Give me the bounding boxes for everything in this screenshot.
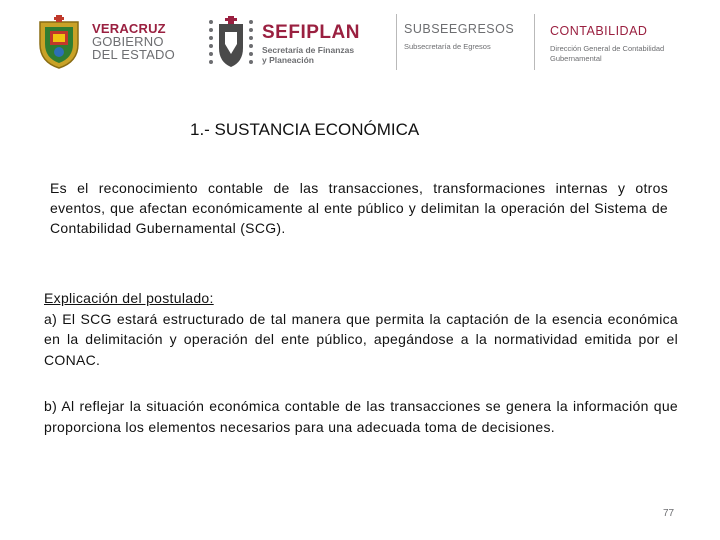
explanation-heading: Explicación del postulado: <box>44 290 214 306</box>
page-title: 1.- SUSTANCIA ECONÓMICA <box>190 120 420 139</box>
veracruz-line3: DEL ESTADO <box>92 47 175 62</box>
intro-paragraph: Es el reconocimiento contable de las transacciones, transformaciones internas y otros eventos, que afectan económicamente al ente público y delimitan la operación del Sistema de Contabilidad Gubernamental (SCG). <box>50 180 668 236</box>
contabilidad-title: CONTABILIDAD <box>550 24 648 38</box>
sefiplan-title: SEFIPLAN <box>262 22 360 43</box>
sefiplan-sub2: y Planeación <box>262 55 314 65</box>
page-header <box>0 0 720 90</box>
point-b-paragraph: b) Al reflejar la situación económica contable de las transacciones se genera la información que proporciona los elementos necesarios para una adecuada toma de decisiones. <box>44 398 678 435</box>
header-divider <box>534 14 535 70</box>
sefiplan-state-map-icon <box>205 14 257 70</box>
veracruz-shield-logo <box>36 14 82 70</box>
contabilidad-description: Dirección General de Contabilidad Gubernamental <box>550 44 665 63</box>
subsecretaria-title: SUBSEEGRESOS <box>404 22 515 36</box>
sefiplan-sub1: Secretaría de Finanzas <box>262 45 355 55</box>
veracruz-logo-text <box>92 22 175 61</box>
sefiplan-subtitle <box>262 45 354 65</box>
veracruz-line1: VERACRUZ <box>92 21 166 36</box>
subsecretaria-description: Subsecretaría de Egresos <box>404 42 491 51</box>
point-a-paragraph: a) El SCG estará estructurado de tal manera que permita la captación de la esencia económica en la delimitación y operación del ente público, apegándose a la normatividad emitida por el CONAC. <box>44 310 678 368</box>
explanation-section <box>44 288 678 370</box>
veracruz-line2: GOBIERNO <box>92 34 164 49</box>
page-number: 77 <box>663 508 675 519</box>
header-divider <box>396 14 397 70</box>
